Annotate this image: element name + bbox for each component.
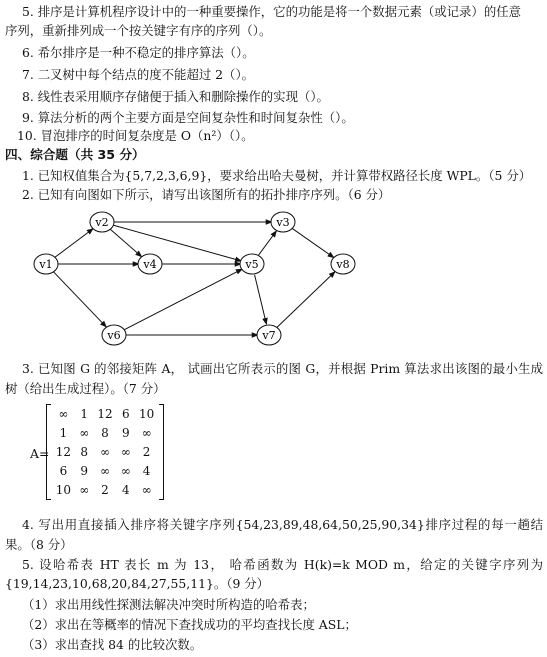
node-label: v5 — [245, 258, 259, 271]
matrix-cell: 9 — [121, 425, 130, 440]
matrix-cell: ∞ — [141, 425, 152, 440]
node-label: v4 — [143, 258, 157, 271]
edge-v3-v8 — [292, 228, 334, 257]
edge-v5-v7 — [255, 275, 267, 325]
matrix-cell: ∞ — [99, 463, 110, 478]
edge-v2-v5 — [113, 225, 242, 261]
text-line: 2. 已知有向图如下所示，请写出该图所有的拓扑排序序列。（6 分） — [22, 187, 391, 202]
matrix-cell: ∞ — [120, 444, 131, 459]
matrix-cell: 9 — [80, 463, 89, 478]
matrix-row — [47, 442, 163, 461]
matrix-cell: 1 — [59, 425, 68, 440]
edge-v2-v4 — [110, 229, 141, 257]
matrix-cell: 10 — [55, 482, 72, 497]
node-label: v1 — [39, 258, 53, 271]
node-v3 — [271, 212, 295, 232]
node-v1 — [34, 254, 58, 274]
text-line: （3）求出查找 84 的比较次数。 — [22, 637, 203, 652]
text-line: 5. 设哈希表 HT 表长 m 为 13， 哈希函数为 H(k)=k MOD m，给定的关键字序列为 — [22, 557, 543, 572]
matrix-cell: 8 — [101, 425, 109, 440]
matrix-row — [47, 480, 163, 499]
node-label: v3 — [276, 216, 290, 229]
edge-v6-v5 — [124, 269, 242, 330]
text-line: {19,14,23,10,68,20,84,27,55,11}。（9 分） — [5, 576, 270, 591]
node-v2 — [90, 212, 114, 232]
node-v6 — [102, 325, 126, 345]
matrix-cell: 4 — [121, 482, 130, 497]
section-heading: 四、综合题（共 35 分） — [5, 147, 145, 162]
matrix-cell: ∞ — [141, 482, 152, 497]
matrix-cell: ∞ — [58, 406, 69, 421]
node-label: v6 — [107, 329, 121, 342]
matrix-cell: 10 — [138, 406, 155, 421]
text-line: 1. 已知权值集合为{5,7,2,3,6,9}，要求给出哈夫曼树，并计算带权路径长度 WPL。（5 分） — [22, 168, 532, 183]
matrix-cell: ∞ — [99, 444, 110, 459]
matrix-cell: ∞ — [79, 425, 90, 440]
adjacency-matrix — [30, 402, 170, 502]
matrix-label: A= — [30, 446, 50, 461]
matrix-cell: 6 — [121, 406, 130, 421]
text-line: 8. 线性表采用顺序存储便于插入和删除操作的实现（）。 — [22, 89, 329, 104]
edge-v1-v6 — [54, 272, 107, 327]
matrix-cell: ∞ — [79, 482, 90, 497]
matrix-row — [47, 461, 163, 480]
matrix-cell: 1 — [80, 406, 89, 421]
edge-v7-v8 — [277, 272, 335, 328]
matrix-brackets — [46, 404, 164, 500]
text-line: （1）求出用线性探测法解决冲突时所构造的哈希表； — [22, 597, 315, 612]
text-line: 序列，重新排列成一个按关键字有序的序列（）。 — [5, 23, 272, 38]
text-line: 9. 算法分析的两个主要方面是空间复杂性和时间复杂性（）。 — [22, 110, 354, 125]
text-line: 果。（8 分） — [5, 537, 73, 552]
matrix-cell: 12 — [55, 444, 72, 459]
node-label: v2 — [95, 216, 109, 229]
matrix-row — [47, 423, 163, 442]
node-v8 — [331, 254, 355, 274]
edge-v1-v2 — [55, 229, 93, 258]
edge-v5-v3 — [259, 231, 277, 255]
matrix-cell: ∞ — [120, 463, 131, 478]
text-line: 5. 排序是计算机程序设计中的一种重要操作，它的功能是将一个数据元素（或记录）的任意 — [22, 4, 521, 19]
text-line: 10. 冒泡排序的时间复杂度是 O（n²）（）。 — [17, 128, 254, 143]
matrix-cell: 2 — [142, 444, 151, 459]
node-v7 — [257, 325, 281, 345]
text-line: 4. 写出用直接插入排序将关键字序列{54,23,89,48,64,50,25,90,34}排序过程的每一趟结 — [22, 517, 543, 532]
matrix-row — [47, 404, 163, 423]
text-line: 6. 希尔排序是一种不稳定的排序算法（）。 — [22, 45, 255, 60]
text-line: （2）求出在等概率的情况下查找成功的平均查找长度 ASL； — [22, 617, 357, 632]
matrix-cell: 4 — [142, 463, 151, 478]
node-v4 — [138, 254, 162, 274]
node-label: v8 — [336, 258, 350, 271]
text-line: 树（给出生成过程）。（7 分） — [5, 381, 166, 396]
directed-graph — [28, 205, 368, 355]
matrix-cell: 6 — [59, 463, 68, 478]
node-label: v7 — [262, 329, 276, 342]
node-v5 — [240, 254, 264, 274]
matrix-cell: 8 — [80, 444, 89, 459]
text-line: 7. 二叉树中每个结点的度不能超过 2（）。 — [22, 67, 255, 82]
matrix-cell: 2 — [101, 482, 109, 497]
text-line: 3. 已知图 G 的邻接矩阵 A， 试画出它所表示的图 G，并根据 Prim 算法求出该图的最小生成 — [22, 361, 543, 376]
matrix-cell: 12 — [97, 406, 113, 421]
